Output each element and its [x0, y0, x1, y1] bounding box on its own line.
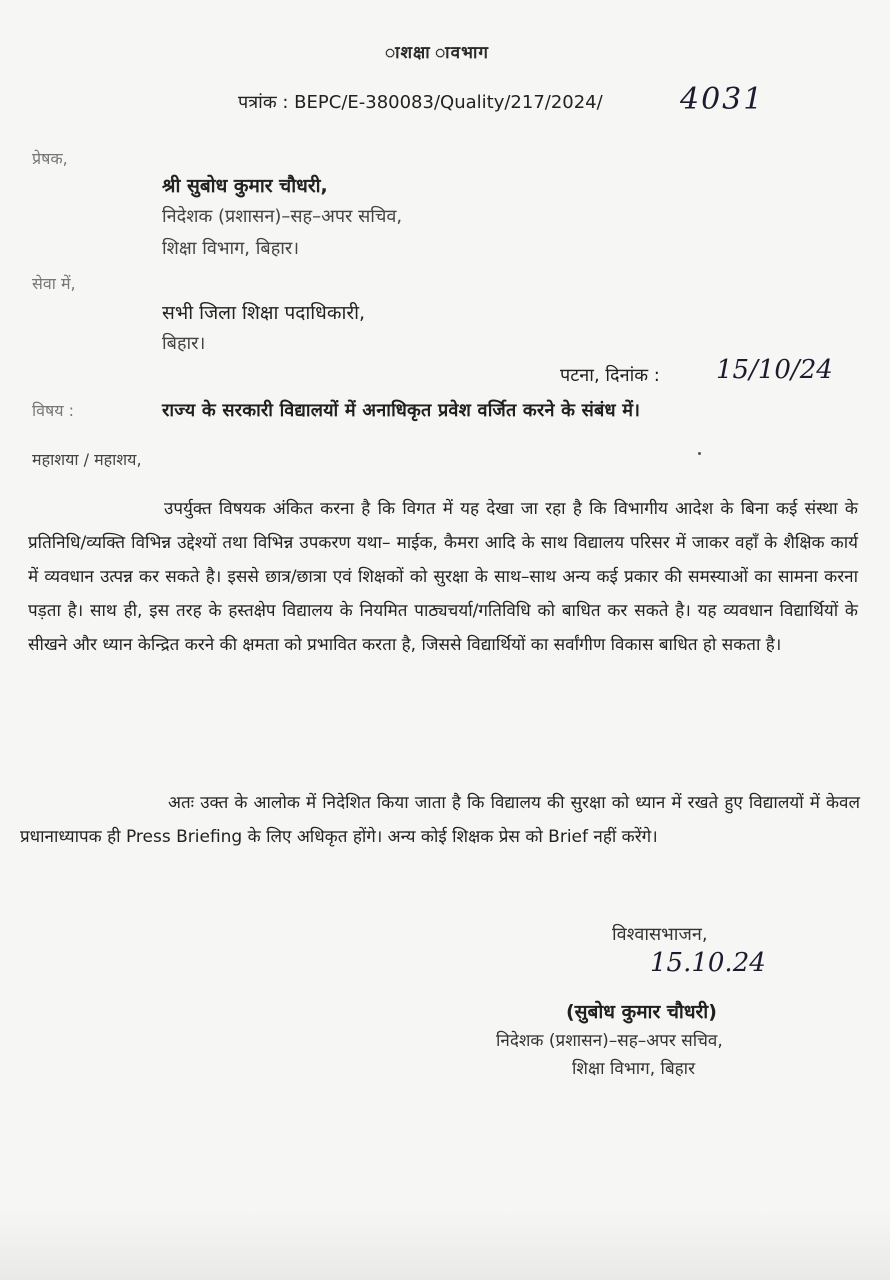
sender-name: श्री सुबोध कुमार चौधरी,: [162, 175, 328, 197]
signatory-designation: निदेशक (प्रशासन)–सह–अपर सचिव,: [496, 1031, 723, 1051]
reference-number: BEPC/E-380083/Quality/217/2024/: [294, 92, 603, 113]
body-paragraph-1: उपर्युक्त विषयक अंकित करना है कि विगत में यह देखा जा रहा है कि विभागीय आदेश के बिना कई संस्था के प्रतिनिधि/व्यक्ति विभिन्न उद्देश्यों तथा विभिन्न उपकरण यथा– माईक, कैमरा आदि के साथ विद्यालय परिसर में जाकर वहाँ के शैक्षिक कार्य में व्यवधान उत्पन्न कर सकते है। इससे छात्र/छात्रा एवं शिक्षकों को सुरक्षा के साथ–साथ अन्य कई प्रकार की समस्याओं का सामना करना पड़ता है। साथ ही, इस तरह के हस्तक्षेप विद्यालय के नियमित पाठ्यचर्या/गतिविधि को बाधित कर सकते है। यह व्यवधान विद्यार्थियों के सीखने और ध्यान केन्द्रित करने की क्षमता को प्रभावित करता है, जिससे विद्यार्थियों का सर्वांगीण विकास बाधित हो सकता है।: [28, 499, 858, 655]
recipient-name: सभी जिला शिक्षा पदाधिकारी,: [162, 302, 366, 324]
date-label: पटना, दिनांक :: [560, 365, 660, 386]
body-paragraph-2: अतः उक्त के आलोक में निदेशित किया जाता है कि विद्यालय की सुरक्षा को ध्यान में रखते हुए विद्यालयों में केवल प्रधानाध्यापक ही Press Briefing के लिए अधिकृत होंगे। अन्य कोई शिक्षक प्रेस को Brief नहीं करेंगे।: [20, 793, 860, 847]
signatory-name: (सुबोध कुमार चौधरी): [566, 1001, 717, 1023]
date-handwritten: 15/10/24: [716, 355, 833, 385]
sender-label: प्रेषक,: [32, 149, 68, 168]
salutation: महाशया / महाशय,: [32, 450, 142, 469]
recipient-location: बिहार।: [162, 333, 206, 354]
subject-text: राज्य के सरकारी विद्यालयों में अनाधिकृत प्रवेश वर्जित करने के संबंध में।: [162, 400, 641, 421]
closing-phrase: विश्वासभाजन,: [612, 924, 708, 945]
ink-dot: [698, 452, 701, 455]
sender-office: शिक्षा विभाग, बिहार।: [162, 238, 300, 259]
sender-designation: निदेशक (प्रशासन)–सह–अपर सचिव,: [162, 206, 403, 227]
recipient-label: सेवा में,: [32, 274, 76, 293]
reference-handwritten-number: 4031: [680, 82, 765, 117]
handwritten-signature: 15.10.24: [650, 948, 766, 978]
signatory-office: शिक्षा विभाग, बिहार: [572, 1059, 696, 1079]
reference-label: पत्रांक :: [238, 92, 289, 113]
subject-label: विषय :: [32, 401, 75, 420]
department-heading: ाशक्षा ावभाग: [385, 43, 489, 63]
reference-line: [238, 90, 603, 114]
